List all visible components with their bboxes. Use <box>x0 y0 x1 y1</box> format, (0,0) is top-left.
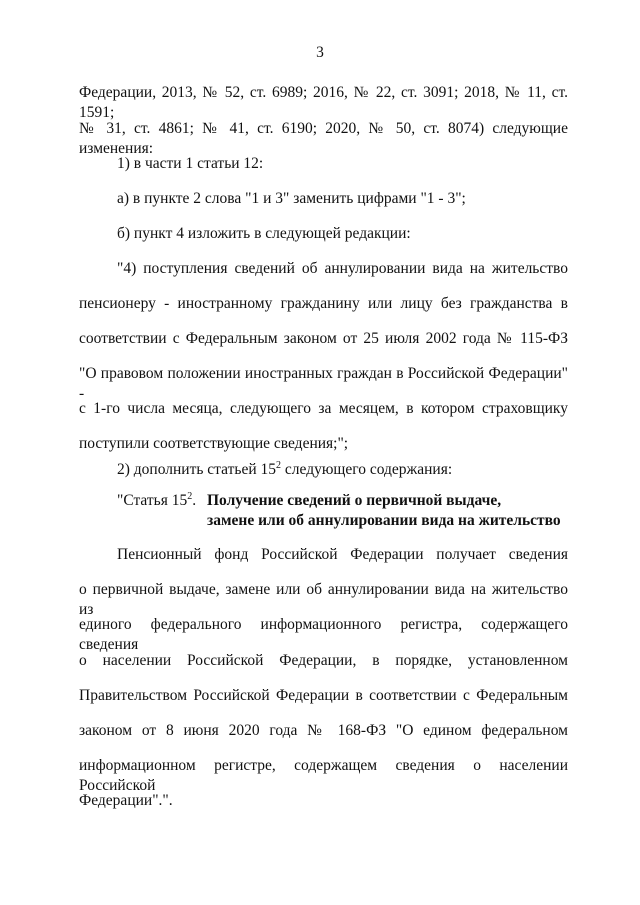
article-title-line-1: Получение сведений о первичной выдаче, <box>207 492 502 509</box>
body-line: о населении Российской Федерации, в порядке, установленном <box>79 652 568 669</box>
body-line: Пенсионный фонд Российской Федерации получает сведения <box>117 546 568 563</box>
item-2-prefix: 2) дополнить статьей 15 <box>117 461 277 478</box>
article-label-prefix: "Статья 15 <box>117 492 188 509</box>
text-line: соответствии с Федеральным законом от 25 июля 2002 года № 115-ФЗ <box>79 330 568 347</box>
body-line: о первичной выдаче, замене или об аннулировании вида на жительство из <box>79 581 568 618</box>
text-line: а) в пункте 2 слова "1 и 3" заменить цифрами "1 - 3"; <box>117 190 466 207</box>
text-line: № 31, ст. 4861; № 41, ст. 6190; 2020, № 50, ст. 8074) следующие изменения: <box>79 120 568 157</box>
page-number: 3 <box>316 44 324 61</box>
text-line: поступили соответствующие сведения;"; <box>79 435 349 452</box>
body-line: информационном регистре, содержащем сведения о населении Российской <box>79 757 568 794</box>
item-2-suffix: следующего содержания: <box>281 461 453 478</box>
text-line: "О правовом положении иностранных граждан в Российской Федерации" - <box>79 365 568 402</box>
article-label <box>117 491 196 511</box>
body-line: единого федерального информационного регистра, содержащего сведения <box>79 616 568 653</box>
text-line: с 1-го числа месяца, следующего за месяцем, в котором страховщику <box>79 400 568 417</box>
body-line: законом от 8 июня 2020 года № 168-ФЗ "О едином федеральном <box>79 722 568 739</box>
article-label-superscript: 2 <box>187 490 193 502</box>
article-label-suffix: . <box>192 492 197 509</box>
body-line: Правительством Российской Федерации в соответствии с Федеральным <box>79 687 568 704</box>
item-2-line <box>117 460 568 480</box>
article-title-line-2: замене или об аннулировании вида на жительство <box>207 512 561 529</box>
text-line: пенсионеру - иностранному гражданину или лицу без гражданства в <box>79 295 568 312</box>
article-title <box>207 491 587 531</box>
body-line: Федерации".". <box>79 792 173 809</box>
text-line: б) пункт 4 изложить в следующей редакции: <box>117 225 411 242</box>
text-line: Федерации, 2013, № 52, ст. 6989; 2016, № 22, ст. 3091; 2018, № 11, ст. 1591; <box>79 84 568 121</box>
text-line: "4) поступления сведений об аннулировании вида на жительство <box>117 260 568 277</box>
item-2-superscript: 2 <box>276 459 282 471</box>
text-line: 1) в части 1 статьи 12: <box>117 155 264 172</box>
